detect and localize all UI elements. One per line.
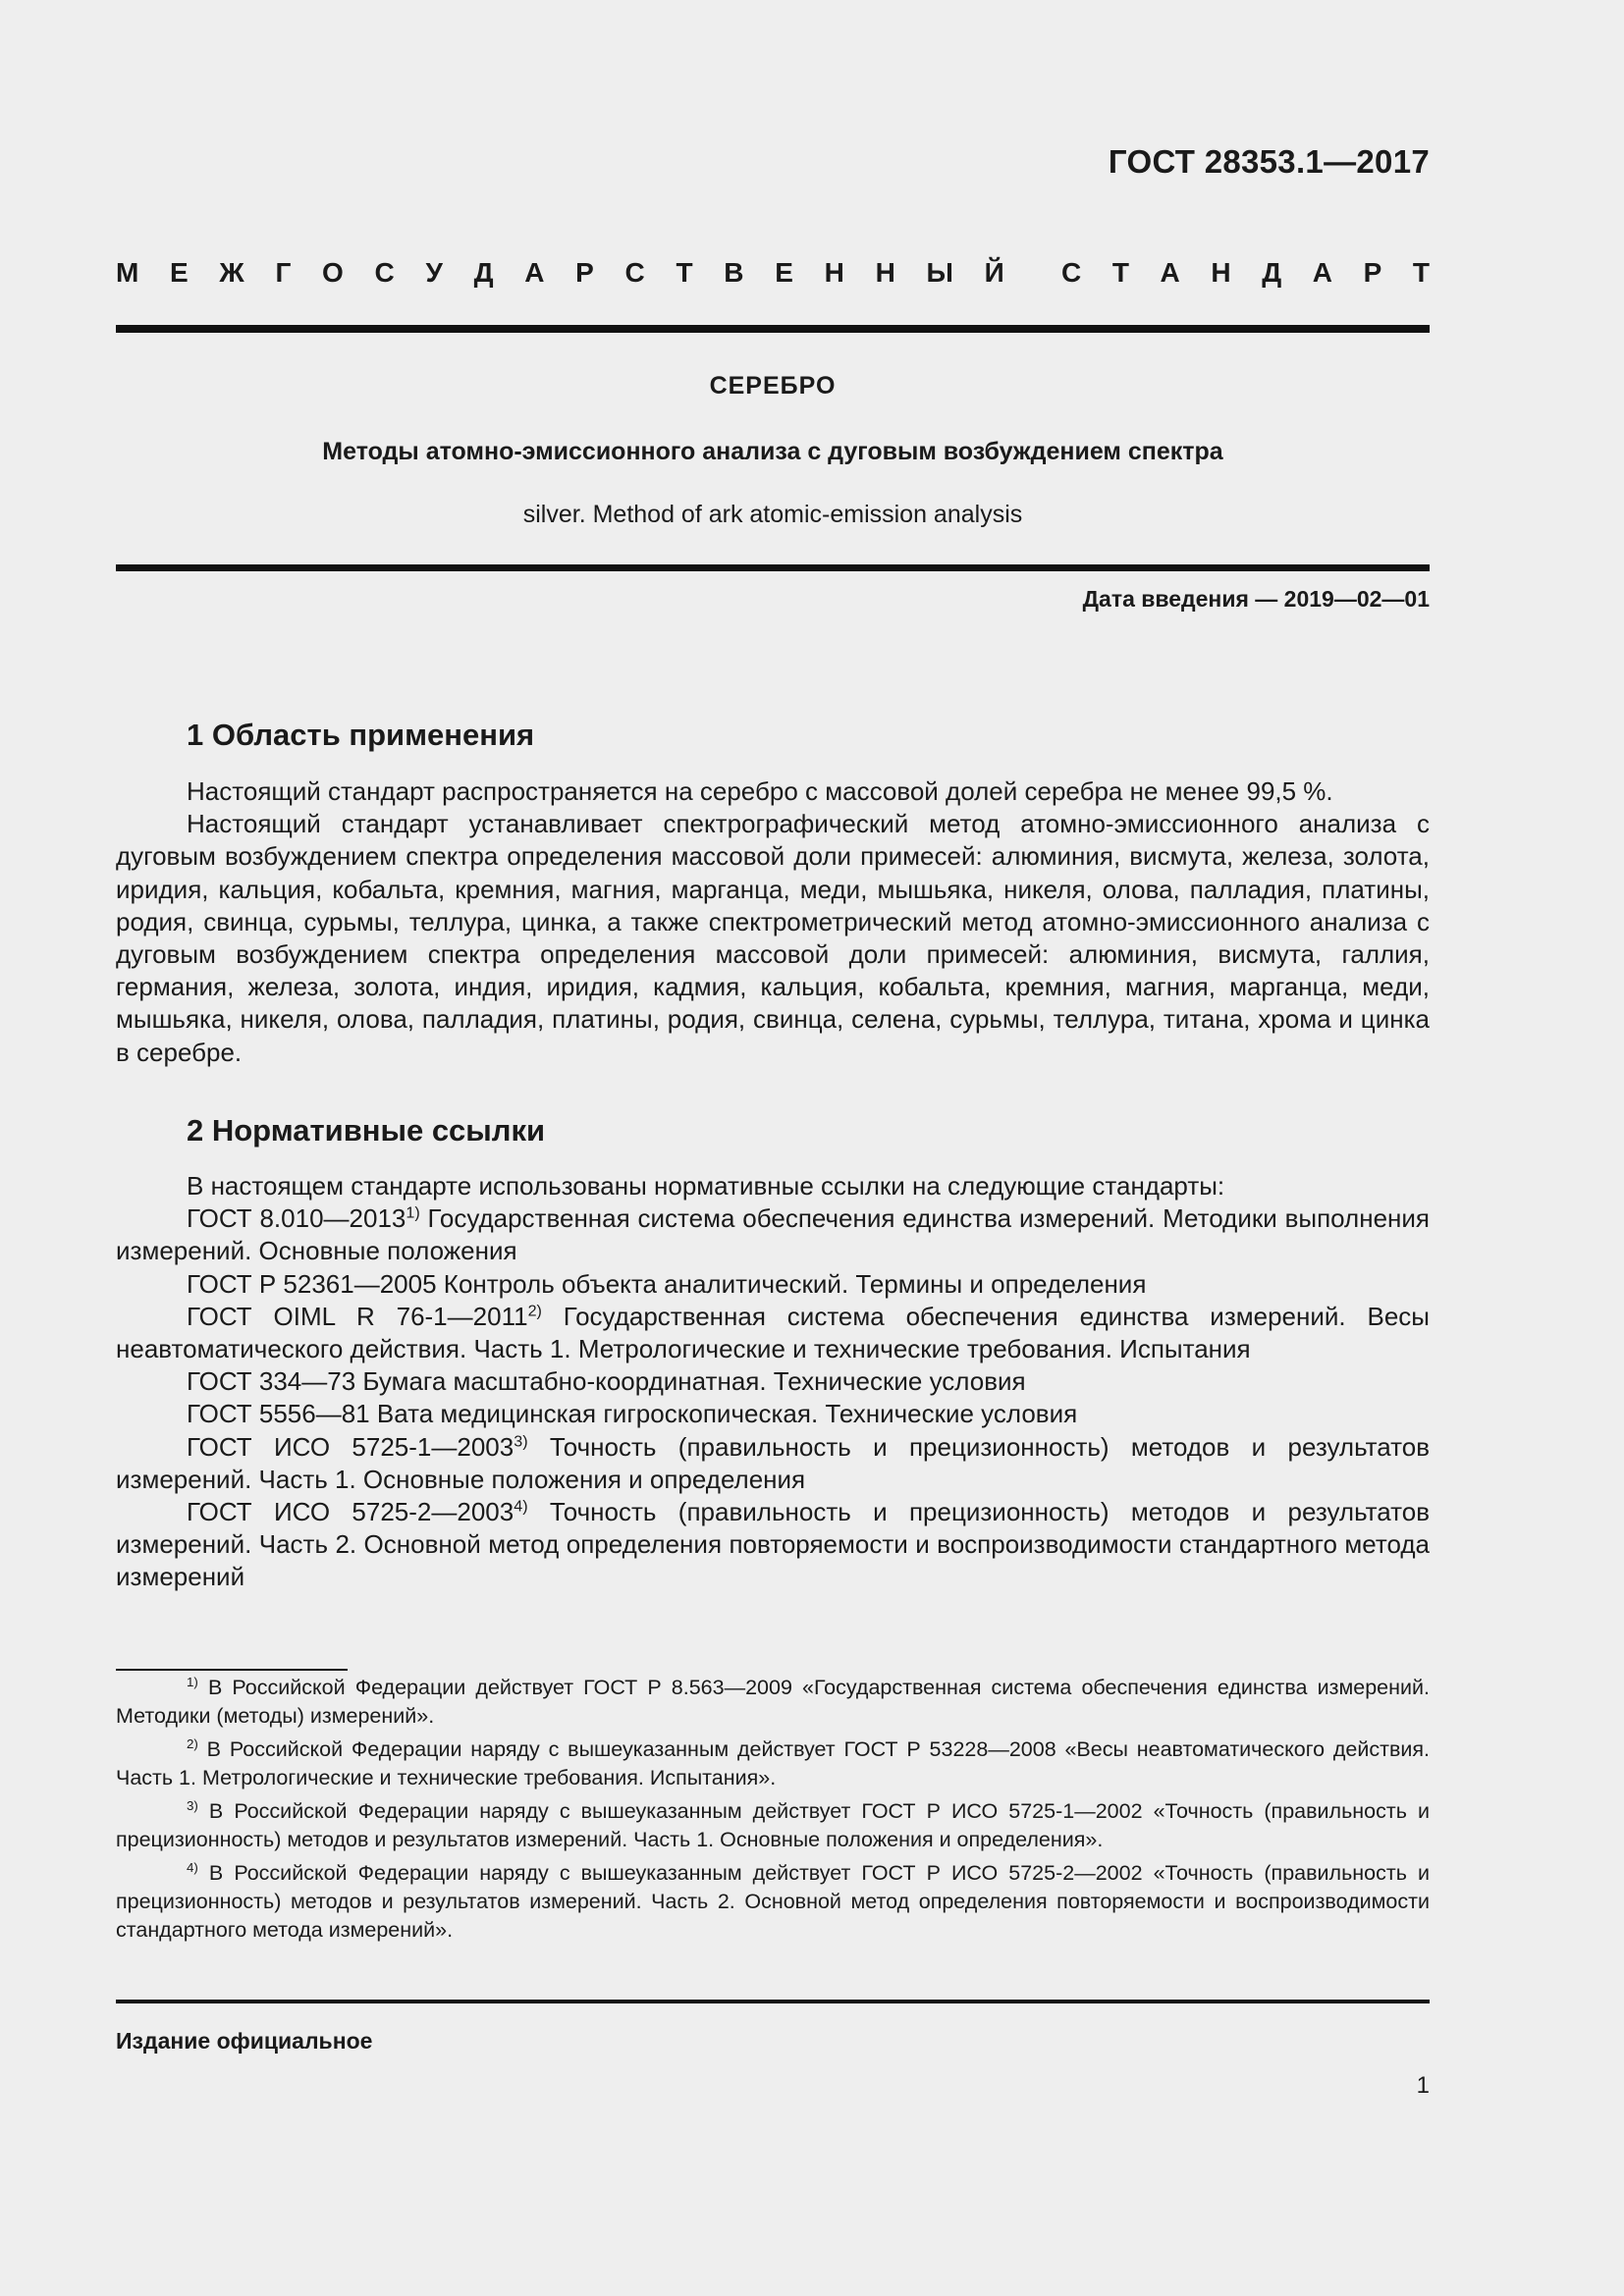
banner-letter: В — [724, 257, 744, 288]
banner-letter: Й — [984, 257, 1004, 288]
banner-letter: Г — [275, 257, 292, 288]
banner-letter: Е — [170, 257, 189, 288]
footnotes — [116, 1674, 1430, 1949]
reference-item — [116, 1398, 1430, 1430]
header-divider — [116, 325, 1430, 333]
section-heading-normative-references: 2 Нормативные ссылки — [187, 1113, 546, 1148]
footnote-marker: 4) — [187, 1860, 198, 1876]
footnote-marker: 3) — [187, 1798, 198, 1814]
document-number: ГОСТ 28353.1—2017 — [1108, 143, 1430, 180]
banner-letter: Ж — [219, 257, 244, 288]
paragraph: Настоящий стандарт распространяется на серебро с массовой долей серебра не менее 99,5 %. — [187, 776, 1333, 806]
banner-letter: Д — [1262, 257, 1282, 288]
banner-letter: Т — [676, 257, 693, 288]
section-references-body — [116, 1170, 1430, 1594]
document-title: СЕРЕБРО — [709, 372, 837, 400]
footnote-marker: 1) — [406, 1203, 420, 1222]
footnote — [116, 1735, 1430, 1792]
reference-code: ГОСТ Р 52361—2005 — [187, 1268, 437, 1299]
banner-letter: А — [524, 257, 545, 288]
footnote — [116, 1859, 1430, 1945]
reference-item — [116, 1365, 1430, 1398]
footnote-separator — [116, 1669, 348, 1671]
document-page — [116, 0, 1430, 2296]
banner-letter: Н — [875, 257, 895, 288]
reference-title: Точность (правильность и прецизионность) методов и результатов измерений. Часть 2. Основной метод определения повторяемости и воспроизводимости стандартного метода измерений — [116, 1497, 1431, 1592]
footnote-marker: 4) — [514, 1497, 528, 1516]
banner-letter: Е — [775, 257, 793, 288]
banner-letter: Н — [1211, 257, 1231, 288]
reference-code: ГОСТ 8.010—2013 — [187, 1203, 406, 1234]
document-subtitle: Методы атомно-эмиссионного анализа с дуговым возбуждением спектра — [322, 438, 1223, 465]
reference-item — [116, 1496, 1430, 1594]
footnote-marker: 2) — [527, 1302, 542, 1320]
reference-title: Государственная система обеспечения единства измерений. Весы неавтоматического действия. Часть 1. Метрологические и технические требования. Испытания — [116, 1301, 1430, 1364]
banner-word-interstate — [116, 257, 1004, 289]
banner-letter: С — [374, 257, 395, 288]
banner-letter: Р — [1363, 257, 1382, 288]
paragraph: В настоящем стандарте использованы нормативные ссылки на следующие стандарты: — [187, 1171, 1225, 1201]
footnote-marker: 2) — [187, 1736, 198, 1752]
reference-item — [116, 1431, 1430, 1496]
interstate-standard-banner — [116, 257, 1430, 289]
footnote — [116, 1674, 1430, 1731]
reference-title: Точность (правильность и прецизионность) методов и результатов измерений. Часть 1. Основные положения и определения — [116, 1431, 1431, 1494]
title-divider — [116, 564, 1430, 571]
paragraph: Настоящий стандарт устанавливает спектрографический метод атомно-эмиссионного анализа с дуговым возбуждением спектра определения массовой доли примесей: алюминия, висмута, железа, золота, иридия, кальция, кобальта, кремния, магния, марганца, меди, мышьяка, никеля, олова, палладия, платины, родия, свинца, сурьмы, теллура, цинка, а также спектрометрический метод атомно-эмиссионного анализа с дуговым возбуждением спектра определения массовой доли примесей: алюминия, висмута, галлия, германия, железа, золота, индия, иридия, кадмия, кальция, кобальта, кремния, магния, марганца, меди, мышьяка, никеля, олова, палладия, платины, родия, свинца, селена, сурьмы, теллура, титана, хрома и цинка в серебре. — [116, 809, 1430, 1067]
reference-item — [116, 1202, 1430, 1267]
banner-letter: Д — [473, 257, 494, 288]
footnote-text: В Российской Федерации наряду с вышеуказанным действует ГОСТ Р 53228—2008 «Весы неавтоматического действия. Часть 1. Метрологические и технические требования. Испытания». — [116, 1737, 1430, 1789]
banner-letter: С — [624, 257, 645, 288]
banner-letter: У — [425, 257, 443, 288]
footnote-text: В Российской Федерации наряду с вышеуказанным действует ГОСТ Р ИСО 5725-2—2002 «Точность (правильность и прецизионность) методов и результатов измерений. Часть 2. Основной метод определения повторяемости и воспроизводимости стандартного метода измерений». — [116, 1861, 1430, 1942]
reference-item — [116, 1301, 1430, 1365]
banner-letter: А — [1160, 257, 1180, 288]
banner-letter: Т — [1412, 257, 1430, 288]
banner-word-standard — [1061, 257, 1430, 289]
page-number: 1 — [1416, 2072, 1430, 2099]
reference-title: Государственная система обеспечения единства измерений. Методики выполнения измерений. Основные положения — [116, 1203, 1430, 1266]
reference-code: ГОСТ ИСО 5725-2—2003 — [187, 1497, 514, 1527]
reference-title: Контроль объекта аналитический. Термины и определения — [436, 1268, 1147, 1299]
reference-code: ГОСТ ИСО 5725-1—2003 — [187, 1431, 514, 1462]
footnote — [116, 1797, 1430, 1854]
banner-letter: А — [1312, 257, 1332, 288]
footnote-marker: 1) — [187, 1675, 198, 1690]
reference-code: ГОСТ OIML R 76-1—2011 — [187, 1301, 528, 1331]
footnote-marker: 3) — [514, 1431, 528, 1450]
banner-letter: М — [116, 257, 139, 288]
banner-letter: Ы — [926, 257, 953, 288]
reference-code: ГОСТ 5556—81 — [187, 1399, 370, 1429]
banner-letter: Т — [1111, 257, 1129, 288]
banner-letter: Н — [824, 257, 844, 288]
footnote-text: В Российской Федерации наряду с вышеуказанным действует ГОСТ Р ИСО 5725-1—2002 «Точность (правильность и прецизионность) методов и результатов измерений. Часть 1. Основные положения и определения». — [116, 1799, 1430, 1851]
section-scope-body — [116, 775, 1430, 1069]
footer-divider — [116, 2000, 1430, 2003]
section-heading-scope: 1 Область применения — [187, 718, 535, 752]
official-edition-label: Издание официальное — [116, 2028, 373, 2054]
reference-item — [116, 1268, 1430, 1301]
reference-title: Вата медицинская гигроскопическая. Технические условия — [369, 1399, 1078, 1429]
banner-letter: Р — [575, 257, 594, 288]
introduction-date: Дата введения — 2019—02—01 — [1082, 586, 1430, 612]
document-title-english: silver. Method of ark atomic-emission analysis — [522, 501, 1023, 528]
banner-letter: О — [322, 257, 344, 288]
reference-title: Бумага масштабно-координатная. Технические условия — [355, 1366, 1026, 1397]
banner-letter: С — [1061, 257, 1082, 288]
footnote-text: В Российской Федерации действует ГОСТ Р 8.563—2009 «Государственная система обеспечения единства измерений. Методики (методы) измерений». — [116, 1676, 1430, 1728]
reference-code: ГОСТ 334—73 — [187, 1366, 356, 1397]
